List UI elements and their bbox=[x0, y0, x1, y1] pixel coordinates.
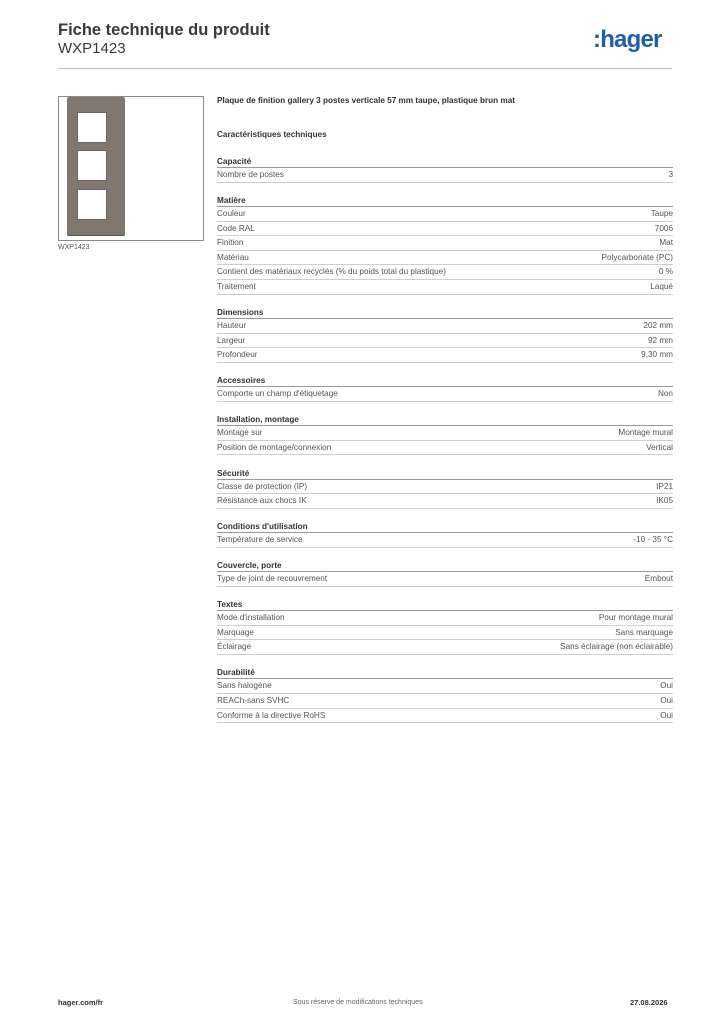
spec-label: Classe de protection (IP) bbox=[217, 481, 308, 491]
spec-label: Marquage bbox=[217, 627, 254, 637]
spec-value: Sans éclairage (non éclairable) bbox=[560, 642, 673, 652]
page-title: Fiche technique du produit bbox=[58, 21, 270, 39]
spec-row bbox=[217, 168, 673, 183]
spec-section-title: Couvercle, porte bbox=[217, 559, 673, 572]
spec-value: Sans marquage bbox=[615, 627, 673, 637]
spec-label: Mode d'installation bbox=[217, 613, 285, 623]
spec-label: Couleur bbox=[217, 208, 246, 218]
spec-value: -10 - 35 °C bbox=[633, 535, 673, 545]
spec-label: Type de joint de recouvrement bbox=[217, 574, 328, 584]
header-divider bbox=[58, 68, 672, 69]
spec-value: Vertical bbox=[646, 442, 673, 452]
spec-row bbox=[217, 207, 673, 222]
spec-section-title: Conditions d'utilisation bbox=[217, 520, 673, 533]
spec-row bbox=[217, 265, 673, 280]
spec-row bbox=[217, 494, 673, 509]
spec-section-title: Textes bbox=[217, 598, 673, 611]
spec-label: Profondeur bbox=[217, 350, 258, 360]
spec-value: Polycarbonate (PC) bbox=[601, 252, 673, 262]
spec-value: Oui bbox=[660, 710, 673, 720]
spec-value: Pour montage mural bbox=[598, 613, 673, 623]
hager-logo: :hager bbox=[593, 26, 662, 53]
plate-opening bbox=[77, 150, 107, 181]
product-image-plate bbox=[67, 97, 125, 236]
spec-row bbox=[217, 626, 673, 641]
product-image-caption: WXP1423 bbox=[58, 244, 90, 251]
spec-label: Éclairage bbox=[217, 642, 252, 652]
spec-row bbox=[217, 426, 673, 441]
spec-value: 9,30 mm bbox=[641, 350, 673, 360]
spec-section bbox=[217, 306, 673, 363]
spec-value: Laqué bbox=[650, 281, 673, 291]
spec-value: Oui bbox=[660, 681, 673, 691]
spec-value: Oui bbox=[660, 695, 673, 705]
spec-label: Matériau bbox=[217, 252, 249, 262]
spec-row bbox=[217, 572, 673, 587]
spec-row bbox=[217, 694, 673, 709]
spec-row bbox=[217, 348, 673, 363]
spec-label: Contient des matériaux recyclés (% du poids total du plastique) bbox=[217, 267, 446, 277]
spec-section-title: Sécurité bbox=[217, 467, 673, 480]
spec-label: Hauteur bbox=[217, 320, 247, 330]
spec-value: Non bbox=[657, 389, 673, 399]
spec-section-title: Capacité bbox=[217, 155, 673, 168]
spec-label: REACh-sans SVHC bbox=[217, 695, 290, 705]
spec-label: Température de service bbox=[217, 535, 303, 545]
spec-row bbox=[217, 280, 673, 295]
spec-section bbox=[217, 467, 673, 509]
spec-row bbox=[217, 679, 673, 694]
spec-label: Montage sur bbox=[217, 428, 263, 438]
product-description: Plaque de finition gallery 3 postes verticale 57 mm taupe, plastique brun mat bbox=[217, 96, 516, 105]
spec-section bbox=[217, 520, 673, 548]
spec-row bbox=[217, 319, 673, 334]
plate-opening bbox=[77, 189, 107, 220]
spec-value: 7006 bbox=[654, 223, 673, 233]
spec-row bbox=[217, 480, 673, 495]
spec-row bbox=[217, 709, 673, 724]
spec-row bbox=[217, 533, 673, 548]
spec-value: Embout bbox=[644, 574, 673, 584]
footer-website-link[interactable]: hager.com/fr bbox=[58, 998, 104, 1007]
spec-value: 3 bbox=[668, 170, 673, 179]
spec-section bbox=[217, 194, 673, 295]
spec-value: 0 % bbox=[658, 267, 673, 277]
spec-section bbox=[217, 666, 673, 723]
spec-section bbox=[217, 413, 673, 455]
spec-section-title: Matière bbox=[217, 194, 673, 207]
spec-value: IK05 bbox=[656, 496, 673, 506]
spec-value: 92 mm bbox=[647, 335, 673, 345]
spec-value: IP21 bbox=[656, 481, 673, 491]
spec-label: Largeur bbox=[217, 335, 246, 345]
specs-heading: Caractéristiques techniques bbox=[217, 130, 327, 139]
spec-row bbox=[217, 611, 673, 626]
spec-value: 202 mm bbox=[643, 320, 673, 330]
spec-row bbox=[217, 222, 673, 237]
spec-row bbox=[217, 387, 673, 402]
spec-row bbox=[217, 441, 673, 456]
spec-row bbox=[217, 640, 673, 655]
spec-row bbox=[217, 236, 673, 251]
spec-section bbox=[217, 559, 673, 587]
spec-label: Conforme à la directive RoHS bbox=[217, 710, 326, 720]
spec-section bbox=[217, 155, 673, 183]
spec-section bbox=[217, 598, 673, 655]
specs-table bbox=[217, 155, 673, 735]
footer-notice: Sous réserve de modifications techniques bbox=[293, 999, 423, 1006]
spec-row bbox=[217, 251, 673, 266]
spec-section-title: Durabilité bbox=[217, 666, 673, 679]
spec-label: Sans halogène bbox=[217, 681, 272, 691]
spec-value: Mat bbox=[659, 238, 673, 248]
spec-value: Taupe bbox=[650, 208, 673, 218]
spec-value: Montage mural bbox=[618, 428, 673, 438]
spec-section-title: Dimensions bbox=[217, 306, 673, 319]
spec-section-title: Installation, montage bbox=[217, 413, 673, 426]
plate-opening bbox=[77, 112, 107, 143]
spec-label: Résistance aux chocs IK bbox=[217, 496, 307, 506]
spec-row bbox=[217, 334, 673, 349]
spec-label: Comporte un champ d'étiquetage bbox=[217, 389, 338, 399]
product-reference: WXP1423 bbox=[58, 40, 126, 57]
spec-section bbox=[217, 374, 673, 402]
spec-label: Code RAL bbox=[217, 223, 255, 233]
spec-label: Nombre de postes bbox=[217, 170, 284, 179]
spec-label: Traitement bbox=[217, 281, 256, 291]
spec-section-title: Accessoires bbox=[217, 374, 673, 387]
footer-date: 27.08.2026 bbox=[630, 998, 668, 1007]
spec-label: Finition bbox=[217, 238, 244, 248]
spec-label: Position de montage/connexion bbox=[217, 442, 332, 452]
